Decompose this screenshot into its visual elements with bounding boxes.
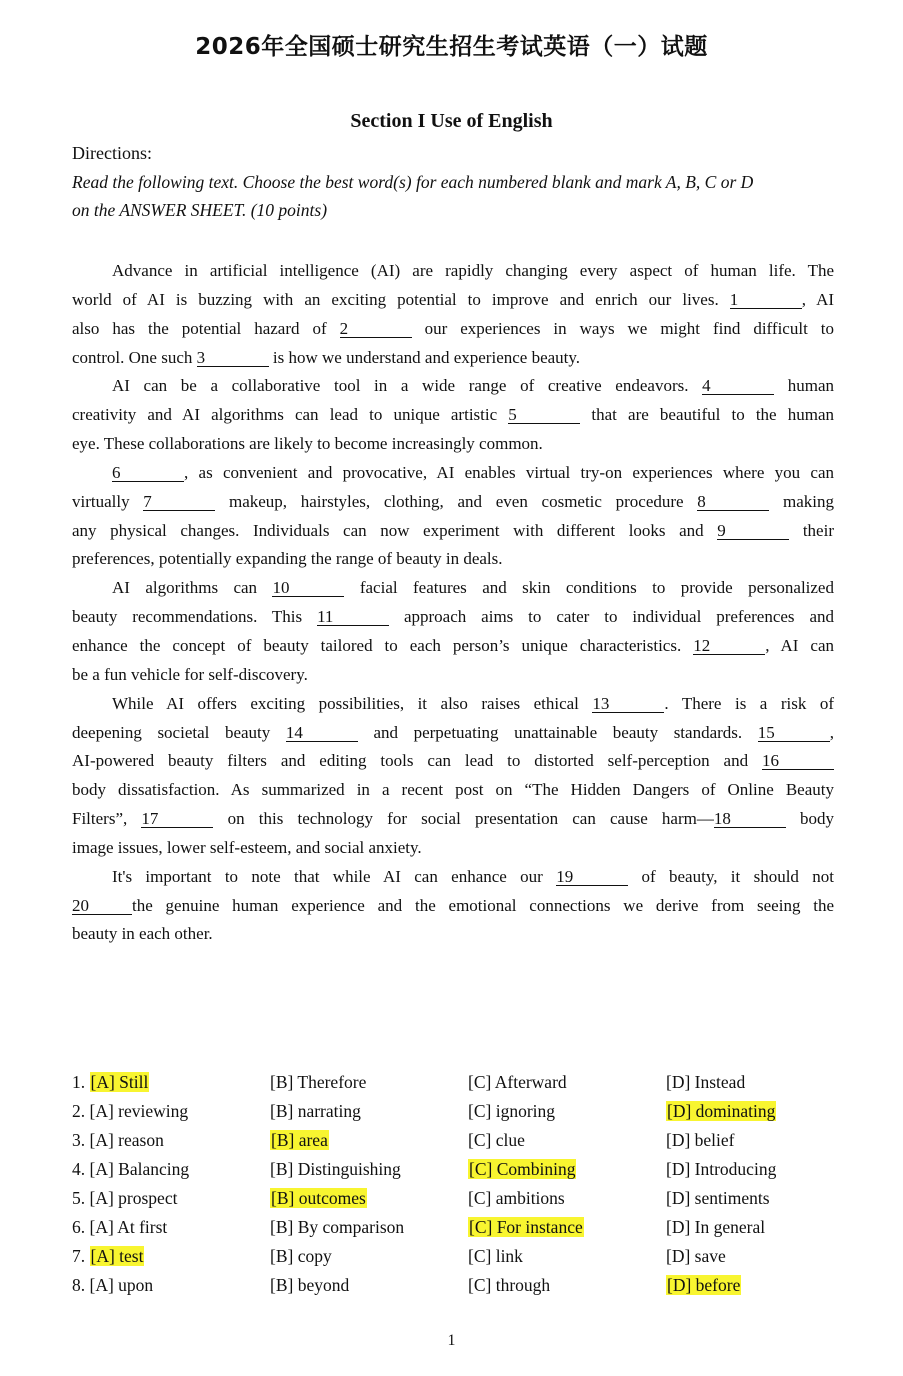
passage-line <box>72 805 834 834</box>
passage-text: facial features and skin conditions to provide personalized <box>344 578 834 598</box>
option-text: [A] reviewing <box>89 1101 189 1121</box>
question-number: 7. <box>72 1246 90 1266</box>
highlighted-answer: [B] outcomes <box>271 1188 366 1208</box>
highlighted-answer: [D] dominating <box>667 1101 776 1121</box>
passage-text: their <box>789 520 834 540</box>
option-text: [A] Balancing <box>89 1159 190 1179</box>
option-text: [A] upon <box>89 1275 154 1295</box>
blank-13: 13 <box>592 695 664 713</box>
paragraph <box>72 690 834 863</box>
passage-line <box>72 920 834 949</box>
passage-text: , <box>829 722 834 742</box>
blank-5: 5 <box>508 406 580 424</box>
passage-line <box>72 574 834 603</box>
passage-line <box>72 776 834 805</box>
blank-9: 9 <box>717 522 789 540</box>
passage-text: be a fun vehicle for self-discovery. <box>72 664 308 684</box>
option-text: [C] clue <box>468 1130 525 1150</box>
passage-text: virtually <box>72 491 144 511</box>
directions-label: Directions: <box>72 143 152 163</box>
option-cell <box>72 1213 167 1242</box>
option-cell <box>468 1068 567 1097</box>
passage-text: eye. These collaborations are likely to become increasingly common. <box>72 434 543 454</box>
passage-text: makeup, hairstyles, clothing, and even cosmetic procedure <box>215 491 698 511</box>
blank-1: 1 <box>730 291 802 309</box>
highlighted-answer: [A] test <box>90 1246 144 1266</box>
option-text: [C] ambitions <box>468 1188 565 1208</box>
paragraph <box>72 459 834 574</box>
option-text: [B] copy <box>270 1246 332 1266</box>
passage-line <box>72 315 834 344</box>
passage-line <box>72 545 834 574</box>
question-number: 3. <box>72 1130 90 1150</box>
option-cell <box>468 1213 584 1242</box>
blank-17: 17 <box>141 810 213 828</box>
option-cell <box>270 1271 349 1300</box>
page-number: 1 <box>447 1332 456 1349</box>
option-cell <box>270 1097 361 1126</box>
option-text: [B] beyond <box>270 1275 350 1295</box>
passage-text: beauty recommendations. This <box>72 607 318 627</box>
passage-text: also has the potential hazard of <box>72 318 340 338</box>
option-cell <box>666 1213 765 1242</box>
option-cell <box>270 1068 366 1097</box>
question-number: 4. <box>72 1159 90 1179</box>
passage-line <box>72 257 834 286</box>
passage-text: any physical changes. Individuals can now experiment with different looks and <box>72 520 718 540</box>
instructions-line-2: on the ANSWER SHEET. (10 points) <box>72 200 328 220</box>
passage-text: Advance in artificial intelligence (AI) are rapidly changing every aspect of human life. The <box>112 261 834 280</box>
option-cell <box>468 1184 565 1213</box>
option-cell <box>72 1184 177 1213</box>
question-number: 6. <box>72 1217 90 1237</box>
option-cell <box>270 1155 401 1184</box>
option-cell <box>468 1242 523 1271</box>
option-cell <box>468 1155 576 1184</box>
passage-line <box>72 892 834 921</box>
passage-text: body <box>785 809 835 829</box>
option-cell <box>666 1068 745 1097</box>
blank-14: 14 <box>286 724 358 742</box>
option-cell <box>666 1155 776 1184</box>
question-number: 1. <box>72 1072 90 1092</box>
option-cell <box>468 1097 555 1126</box>
passage-text: world of AI is buzzing with an exciting potential to improve and enrich our lives. <box>72 289 730 309</box>
passage-line <box>72 372 834 401</box>
passage-text: creativity and AI algorithms can lead to unique artistic <box>72 405 509 425</box>
passage-text: AI-powered beauty filters and editing tools can lead to distorted self-perception and <box>72 751 762 771</box>
option-text: [A] reason <box>89 1130 164 1150</box>
passage-line <box>72 661 834 690</box>
passage-text: Filters”, <box>72 809 142 829</box>
option-cell <box>72 1097 188 1126</box>
blank-11: 11 <box>317 608 389 626</box>
option-text: [A] prospect <box>89 1188 178 1208</box>
passage-text: It's important to note that while AI can enhance our <box>112 866 557 886</box>
passage-text: of beauty, it should not <box>628 866 834 886</box>
option-cell <box>666 1242 726 1271</box>
blank-15: 15 <box>758 724 830 742</box>
option-text: [B] Therefore <box>270 1072 367 1092</box>
option-cell <box>666 1271 741 1300</box>
blank-8: 8 <box>697 493 769 511</box>
paragraph <box>72 372 834 459</box>
highlighted-answer: [D] before <box>667 1275 741 1295</box>
highlighted-answer: [A] Still <box>90 1072 149 1092</box>
blank-4: 4 <box>702 377 774 395</box>
blank-19: 19 <box>556 868 628 886</box>
passage-text: . There is a risk of <box>664 693 834 713</box>
exam-title: 2026年全国硕士研究生招生考试英语（一）试题 <box>195 34 708 60</box>
passage-line <box>72 430 834 459</box>
passage-text: on this technology for social presentation can cause harm— <box>213 809 714 829</box>
option-cell <box>468 1126 525 1155</box>
passage-line <box>72 834 834 863</box>
option-cell <box>270 1126 329 1155</box>
question-number: 5. <box>72 1188 90 1208</box>
option-text: [C] ignoring <box>468 1101 556 1121</box>
question-number: 2. <box>72 1101 90 1121</box>
passage-line <box>72 719 834 748</box>
blank-20: 20 <box>72 897 132 915</box>
section-heading: Section I Use of English <box>350 110 553 132</box>
option-text: [B] narrating <box>270 1101 361 1121</box>
passage-text: our experiences in ways we might find difficult to <box>411 318 834 338</box>
passage-line <box>72 401 834 430</box>
highlighted-answer: [B] area <box>271 1130 328 1150</box>
passage-line <box>72 863 834 892</box>
option-cell <box>666 1097 776 1126</box>
blank-7: 7 <box>143 493 215 511</box>
highlighted-answer: [C] Combining <box>469 1159 576 1179</box>
passage-text: , AI <box>801 289 835 309</box>
option-cell <box>72 1242 144 1271</box>
passage-text: , as convenient and provocative, AI enables virtual try-on experiences where you can <box>184 462 834 482</box>
paragraph <box>72 863 834 950</box>
option-cell <box>666 1126 735 1155</box>
passage-line <box>72 747 834 776</box>
passage-line <box>72 517 834 546</box>
paragraph <box>72 574 834 689</box>
blank-12: 12 <box>693 637 765 655</box>
blank-6: 6 <box>112 464 184 482</box>
blank-10: 10 <box>272 579 344 597</box>
passage-line <box>72 603 834 632</box>
option-cell <box>72 1155 189 1184</box>
option-cell <box>72 1126 164 1155</box>
passage-text: preferences, potentially expanding the range of beauty in deals. <box>72 549 503 569</box>
instructions-line-1: Read the following text. Choose the best word(s) for each numbered blank and mark A, B, C or D <box>72 172 754 192</box>
passage-text: making <box>769 491 834 511</box>
passage-text: deepening societal beauty <box>72 722 286 742</box>
option-text: [D] belief <box>666 1130 735 1150</box>
passage-text: that are beautiful to the human <box>580 405 834 425</box>
passage-line <box>72 488 834 517</box>
option-cell <box>72 1271 153 1300</box>
passage-text: While AI offers exciting possibilities, it also raises ethical <box>112 693 593 713</box>
option-text: [D] sentiments <box>666 1188 770 1208</box>
passage-text: human <box>774 376 834 396</box>
passage-text: approach aims to cater to individual preferences and <box>389 607 834 627</box>
option-text: [B] Distinguishing <box>270 1159 401 1179</box>
passage-text: , AI can <box>765 635 834 655</box>
question-number: 8. <box>72 1275 90 1295</box>
option-text: [D] save <box>666 1246 726 1266</box>
passage-text: image issues, lower self-esteem, and social anxiety. <box>72 837 422 857</box>
passage-text: AI algorithms can <box>112 578 273 598</box>
paragraph <box>72 257 834 372</box>
passage-text: beauty in each other. <box>72 924 213 944</box>
highlighted-answer: [C] For instance <box>469 1217 583 1237</box>
passage-text: enhance the concept of beauty tailored to each person’s unique characteristics. <box>72 635 694 655</box>
passage-text: the genuine human experience and the emotional connections we derive from seeing the <box>132 895 834 915</box>
option-cell <box>270 1242 332 1271</box>
option-cell <box>270 1184 367 1213</box>
passage-text: AI can be a collaborative tool in a wide range of creative endeavors. <box>112 376 703 396</box>
passage-line <box>72 459 834 488</box>
blank-2: 2 <box>340 320 412 338</box>
option-text: [C] link <box>468 1246 523 1266</box>
option-cell <box>666 1184 770 1213</box>
passage-text: control. One such <box>72 347 197 367</box>
option-text: [D] Instead <box>666 1072 746 1092</box>
passage-text: is how we understand and experience beauty. <box>268 347 581 367</box>
blank-18: 18 <box>714 810 786 828</box>
option-text: [C] through <box>468 1275 551 1295</box>
option-text: [D] In general <box>666 1217 766 1237</box>
passage-line <box>72 690 834 719</box>
passage-line <box>72 344 834 373</box>
passage-line <box>72 632 834 661</box>
option-cell <box>72 1068 149 1097</box>
passage-line <box>72 286 834 315</box>
passage-text: body dissatisfaction. As summarized in a recent post on “The Hidden Dangers of Online Beauty <box>72 780 834 800</box>
cloze-passage <box>72 257 834 949</box>
blank-16: 16 <box>762 752 834 770</box>
option-text: [C] Afterward <box>468 1072 567 1092</box>
option-cell <box>468 1271 550 1300</box>
option-text: [B] By comparison <box>270 1217 405 1237</box>
option-text: [A] At first <box>89 1217 168 1237</box>
option-text: [D] Introducing <box>666 1159 777 1179</box>
passage-text: and perpetuating unattainable beauty standards. <box>357 722 758 742</box>
blank-3: 3 <box>197 349 269 367</box>
option-cell <box>270 1213 404 1242</box>
